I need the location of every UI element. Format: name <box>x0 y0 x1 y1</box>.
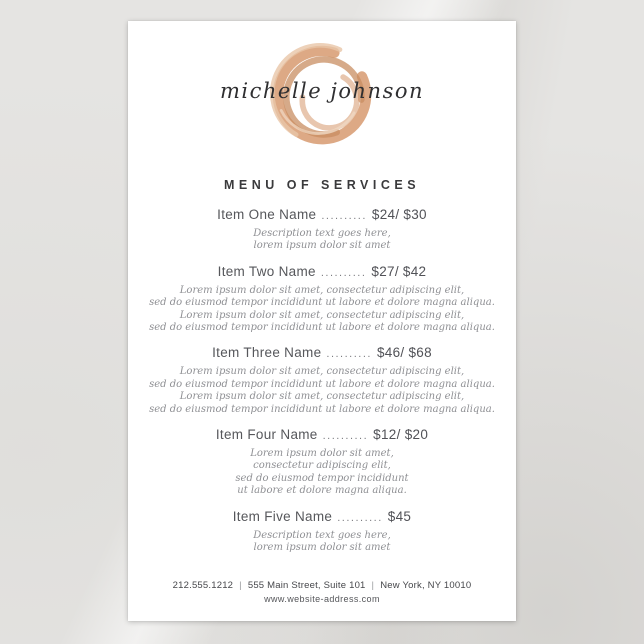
item-name-price-line <box>140 264 504 281</box>
item-description <box>140 530 504 555</box>
dot-leader: .......... <box>321 210 367 222</box>
item-price: $12/ $20 <box>373 427 429 443</box>
menu-item <box>140 345 504 416</box>
description-line: Description text goes here, <box>253 529 391 541</box>
description-line: Lorem ipsum dolor sit amet, consectetur adipiscing elit, <box>179 309 465 321</box>
contact-line <box>128 579 516 593</box>
description-line: Lorem ipsum dolor sit amet, consectetur adipiscing elit, <box>179 284 465 296</box>
description-line: consectetur adipiscing elit, <box>253 460 391 472</box>
menu-item <box>140 509 504 555</box>
dot-leader: .......... <box>322 430 369 443</box>
dot-leader: .......... <box>320 266 367 279</box>
item-name: Item One Name <box>217 207 317 222</box>
menu-heading: MENU OF SERVICES <box>223 178 421 192</box>
website-address: www.website-address.com <box>264 594 380 604</box>
description-line: Lorem ipsum dolor sit amet, <box>250 448 394 460</box>
menu-item <box>140 264 504 335</box>
item-description <box>140 448 504 498</box>
dot-leader: .......... <box>326 348 372 361</box>
footer <box>128 579 516 606</box>
menu-item <box>140 427 504 498</box>
description-line: lorem ipsum dolor sit amet <box>253 542 391 554</box>
item-price: $24/ $30 <box>371 207 427 222</box>
item-name: Item Five Name <box>232 508 333 524</box>
item-description <box>140 228 504 253</box>
item-name-price-line <box>140 345 504 362</box>
item-name: Item Four Name <box>215 427 318 443</box>
city-state-zip: New York, NY 10010 <box>380 580 472 591</box>
phone-number: 212.555.1212 <box>172 580 234 591</box>
description-line: sed do eiusmod tempor incididunt ut labore et dolore magna aliqua. <box>149 322 495 334</box>
description-line: sed do eiusmod tempor incididunt ut labore et dolore magna aliqua. <box>149 403 495 415</box>
description-line: Lorem ipsum dolor sit amet, consectetur adipiscing elit, <box>179 366 465 378</box>
separator: | <box>239 580 242 591</box>
item-name-price-line <box>140 509 504 526</box>
description-line: sed do eiusmod tempor incididunt ut labore et dolore magna aliqua. <box>149 297 495 309</box>
description-line: Description text goes here, <box>253 228 391 239</box>
description-line: ut labore et dolore magna aliqua. <box>237 485 407 497</box>
dot-leader: .......... <box>337 511 383 524</box>
item-price: $45 <box>387 508 412 524</box>
description-line: Lorem ipsum dolor sit amet, consectetur adipiscing elit, <box>179 391 465 403</box>
item-price: $46/ $68 <box>376 345 432 361</box>
item-name-price-line <box>140 207 504 224</box>
item-name: Item Three Name <box>212 345 322 361</box>
item-name: Item Two Name <box>217 263 316 279</box>
description-line: lorem ipsum dolor sit amet <box>253 240 391 252</box>
menu-card <box>128 21 516 621</box>
description-line: sed do eiusmod tempor incididunt <box>235 472 409 484</box>
business-name: michelle johnson <box>219 79 425 103</box>
item-name-price-line <box>140 427 504 444</box>
menu-items-list <box>140 207 504 566</box>
description-line: sed do eiusmod tempor incididunt ut labore et dolore magna aliqua. <box>149 378 495 390</box>
street-address: 555 Main Street, Suite 101 <box>247 580 366 591</box>
item-price: $27/ $42 <box>371 263 427 279</box>
item-description <box>140 285 504 335</box>
item-description <box>140 366 504 416</box>
separator: | <box>371 580 375 591</box>
menu-item <box>140 207 504 253</box>
